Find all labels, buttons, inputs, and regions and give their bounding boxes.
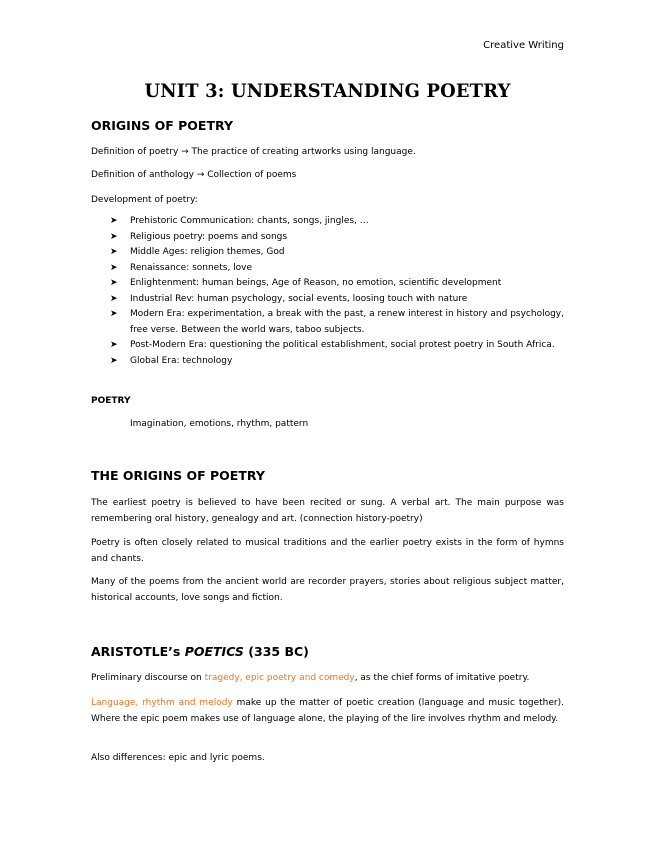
- development-list-text: Enlightenment: human beings, Age of Reason, no emotion, scientific development: [130, 278, 502, 288]
- arrow-bullet-icon: ➤: [110, 247, 118, 257]
- origins-paragraph-3: Many of the poems from the ancient world are recorder prayers, stories about religious subject matter, historical accounts, love songs and fiction.: [91, 577, 564, 603]
- development-list-text: Post-Modern Era: questioning the political establishment, social protest poetry in South Africa.: [130, 340, 555, 350]
- development-list-item: [110, 276, 564, 292]
- aristotle-paragraph-2: [91, 695, 564, 727]
- arrow-bullet-icon: ➤: [110, 355, 118, 366]
- arrow-bullet-icon: ➤: [110, 231, 118, 242]
- arrow-bullet-icon: ➤: [110, 216, 118, 226]
- development-list-text: Modern Era: experimentation, a break with the past, a renew interest in history and psychology, free verse. Between the world wars, taboo subjects.: [130, 309, 564, 335]
- p2-part-b: make up the matter of poetic creation (language and music together). Where the epic poem makes use of language alone, the playing of the lire involves rhythm and melody.: [91, 698, 564, 724]
- p2-highlight: Language, rhythm and melody: [91, 698, 233, 708]
- development-list-text: Prehistoric Communication: chants, songs, jingles, …: [130, 216, 369, 226]
- development-list-text: Renaissance: sonnets, love: [130, 262, 253, 273]
- development-label: Development of poetry:: [91, 195, 198, 205]
- development-list-item: [110, 338, 564, 354]
- p1-part-a: Preliminary discourse on: [91, 673, 205, 683]
- heading-part-c: (335 BC): [243, 644, 309, 659]
- heading-poetics: POETICS: [184, 644, 244, 659]
- arrow-bullet-icon: ➤: [110, 278, 118, 288]
- poetry-label: POETRY: [91, 396, 131, 406]
- development-list-item: [110, 261, 564, 277]
- development-list-text: Religious poetry: poems and songs: [130, 231, 288, 242]
- arrow-bullet-icon: ➤: [110, 293, 118, 304]
- section-heading-origins: ORIGINS OF POETRY: [91, 118, 233, 133]
- development-list-item: [110, 307, 564, 338]
- development-list: [110, 214, 564, 369]
- aristotle-paragraph-3: Also differences: epic and lyric poems.: [91, 753, 265, 763]
- development-list-item: [110, 354, 564, 370]
- arrow-bullet-icon: ➤: [110, 309, 118, 319]
- development-list-item: [110, 292, 564, 308]
- unit-title: UNIT 3: UNDERSTANDING POETRY: [144, 80, 511, 102]
- p1-part-c: , as the chief forms of imitative poetry.: [354, 673, 530, 683]
- arrow-bullet-icon: ➤: [110, 340, 118, 350]
- development-list-item: [110, 214, 564, 230]
- development-list-item: [110, 245, 564, 261]
- poetry-terms: Imagination, emotions, rhythm, pattern: [130, 419, 309, 429]
- arrow-bullet-icon: ➤: [110, 262, 118, 273]
- aristotle-paragraph-1: [91, 670, 564, 686]
- development-list-text: Middle Ages: religion themes, God: [130, 247, 285, 257]
- definition-poetry: Definition of poetry → The practice of creating artworks using language.: [91, 147, 416, 157]
- p1-highlight: tragedy, epic poetry and comedy: [204, 673, 355, 683]
- running-header: Creative Writing: [483, 40, 564, 51]
- development-list-text: Industrial Rev: human psychology, social events, loosing touch with nature: [130, 293, 468, 304]
- section-heading-the-origins: THE ORIGINS OF POETRY: [91, 468, 265, 483]
- section-heading-aristotle: [91, 644, 309, 659]
- heading-part-a: ARISTOTLE’s: [91, 644, 185, 659]
- development-list-text: Global Era: technology: [130, 355, 233, 366]
- development-list-item: [110, 230, 564, 246]
- definition-anthology: Definition of anthology → Collection of poems: [91, 170, 297, 180]
- origins-paragraph-1: The earliest poetry is believed to have been recited or sung. A verbal art. The main purpose was remembering oral history, genealogy and art. (connection history-poetry): [91, 498, 564, 524]
- origins-paragraph-2: Poetry is often closely related to musical traditions and the earlier poetry exists in the form of hymns and chants.: [91, 538, 564, 564]
